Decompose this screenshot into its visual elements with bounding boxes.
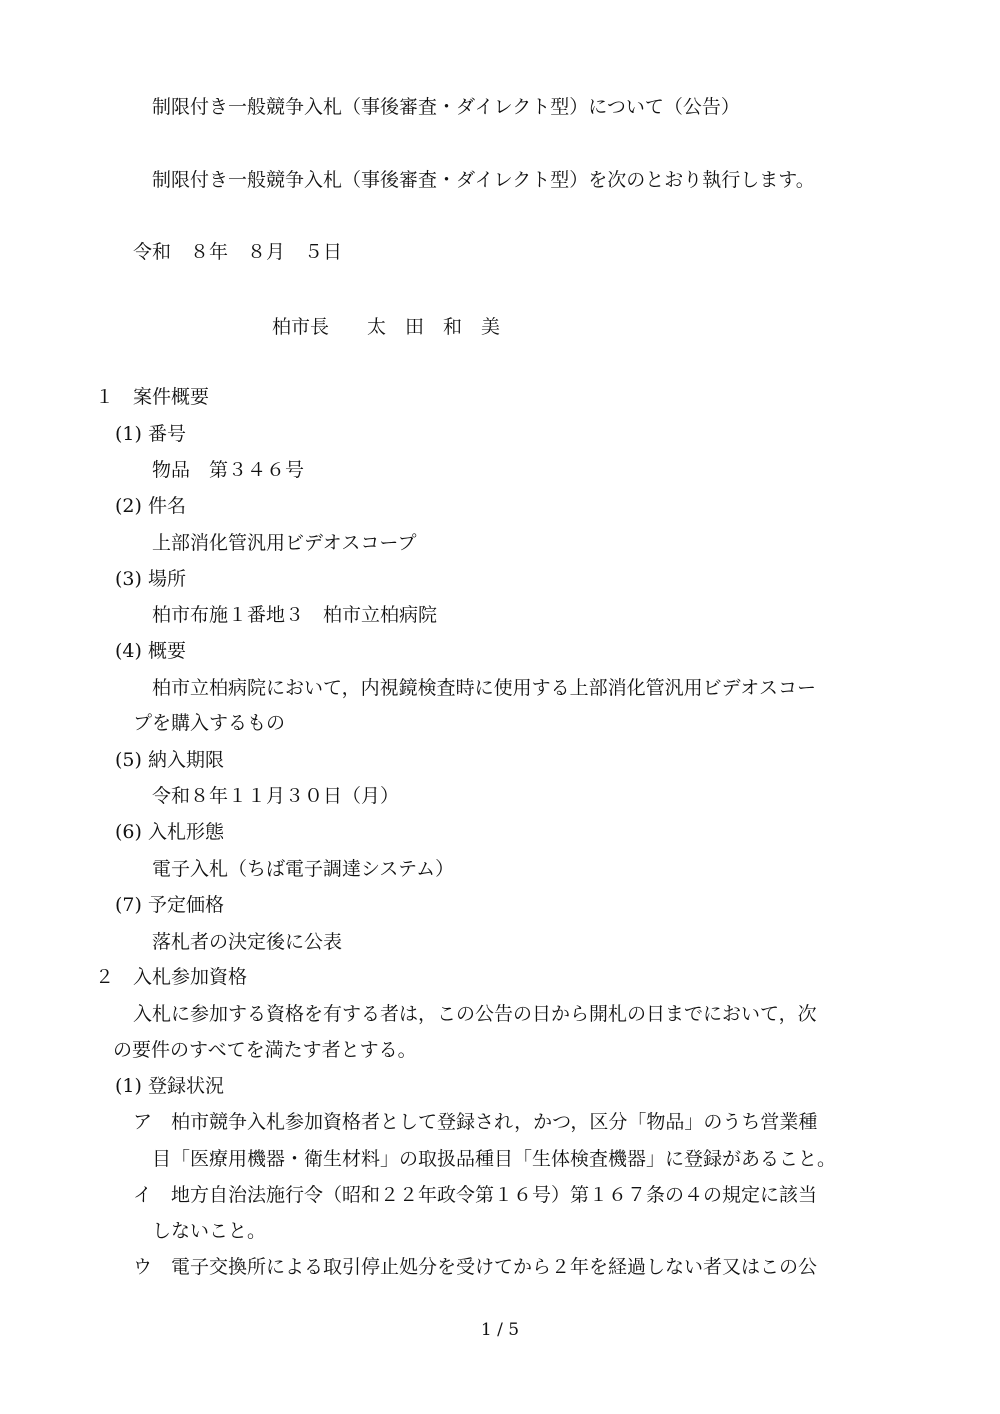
req-u-line1: ウ 電子交換所による取引停止処分を受けてから２年を経過しない者又はこの公 [133,1256,818,1278]
item-label-place: (3) 場所 [115,568,186,590]
req-a-line2: 目「医療用機器・衛生材料」の取扱品種目「生体検査機器」に登録があること。 [152,1148,837,1170]
page-title: 制限付き一般競争入札（事後審査・ダイレクト型）について（公告） [152,96,740,118]
sub-heading-registration: (1) 登録状況 [115,1075,224,1097]
item-label-number: (1) 番号 [115,423,186,445]
intro-text: 制限付き一般競争入札（事後審査・ダイレクト型）を次のとおり執行します。 [152,169,815,191]
req-a-line1: ア 柏市競争入札参加資格者として登録され，かつ，区分「物品」のうち営業種 [133,1111,818,1133]
item-value-number: 物品 第３４６号 [152,459,305,481]
item-value-summary: 柏市立柏病院において，内視鏡検査時に使用する上部消化管汎用ビデオスコー [152,677,817,699]
item-value-name: 上部消化管汎用ビデオスコープ [152,532,417,554]
signer: 柏市長 太 田 和 美 [272,316,501,338]
item-value-summary-cont: プを購入するもの [133,712,286,734]
section2-para-line1: 入札に参加する資格を有する者は，この公告の日から開札の日までにおいて，次 [133,1003,817,1025]
item-value-place: 柏市布施１番地３ 柏市立柏病院 [152,604,438,626]
item-label-bid-form: (6) 入札形態 [115,821,224,843]
item-value-bid-form: 電子入札（ちば電子調達システム） [152,858,455,880]
req-i-line2: しないこと。 [152,1220,267,1242]
section2-heading: ２ 入札参加資格 [95,966,248,988]
item-label-summary: (4) 概要 [115,640,186,662]
req-i-line1: イ 地方自治法施行令（昭和２２年政令第１６号）第１６７条の４の規定に該当 [133,1184,818,1206]
item-label-name: (2) 件名 [115,495,186,517]
page-number: 1 / 5 [480,1320,520,1340]
item-value-deadline: 令和８年１１月３０日（月） [152,785,400,807]
item-label-deadline: (5) 納入期限 [115,749,224,771]
item-label-price: (7) 予定価格 [115,894,224,916]
section1-heading: １ 案件概要 [95,386,210,408]
section2-para-line2: の要件のすべてを満たす者とする。 [113,1039,417,1061]
notice-date: 令和 ８年 ８月 ５日 [133,241,343,263]
item-value-price: 落札者の決定後に公表 [152,931,343,953]
